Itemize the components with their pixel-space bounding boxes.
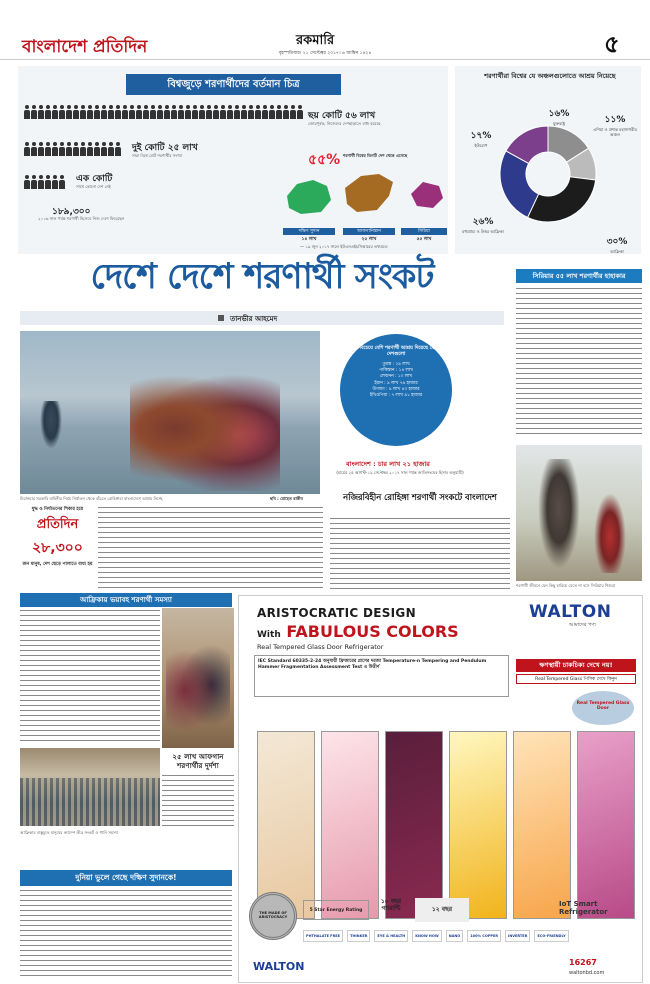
person-icon	[45, 175, 51, 189]
person-icon	[199, 105, 205, 119]
person-icon	[255, 105, 261, 119]
syria-header: সিরিয়ার ৫৫ লাখ শরণার্থীর হাহাকার	[516, 269, 642, 283]
warranty-12: ১২ বছর	[415, 898, 469, 922]
daily-box	[20, 507, 95, 589]
crowd	[20, 778, 160, 826]
donut-panel	[455, 66, 641, 254]
stat4-caption: ২০১৬ সাল পর্যন্ত শরণার্থী হিসেবে নিজ দেশে ফিরেছেন	[38, 216, 125, 221]
person-icon	[213, 105, 219, 119]
donut-label	[537, 106, 581, 126]
fridge-door-3[interactable]	[385, 731, 443, 919]
stat1-value: ছয় কোটি ৫৬ লাখ	[308, 111, 376, 121]
host-countries-circle	[340, 334, 452, 446]
donut-label-pct: ১১%	[604, 115, 626, 125]
infographic	[18, 66, 448, 254]
infographic-title: বিশ্বজুড়ে শরণার্থীদের বর্তমান চিত্র	[126, 74, 341, 95]
pct-caption: শরণার্থী বিশ্বের তিনটি দেশ থেকে এসেছে	[343, 153, 408, 158]
person-icon	[220, 105, 226, 119]
tempered-glass-seal: Real Tempered Glass Door	[572, 691, 634, 725]
byline-square	[218, 315, 224, 321]
donut-label-text: আফ্রিকা	[610, 249, 624, 254]
host-countries-list	[340, 362, 452, 399]
person-icon	[269, 105, 275, 119]
partner-logo: KNOW HOW	[412, 930, 441, 942]
stat2-caption: সারা বিশ্বে মোট শরণার্থীর সংখ্যা	[132, 153, 183, 158]
person-icon	[59, 175, 65, 189]
donut-label	[593, 112, 637, 137]
mother-figure	[538, 459, 580, 569]
person-icon	[115, 142, 121, 156]
africa-header: আফ্রিকায় ভয়াবহ শরণার্থী সমস্যা	[20, 593, 232, 607]
country-label	[283, 228, 335, 243]
person-icon	[24, 142, 30, 156]
africa-photo-caption: আফ্রিকার বাস্তুচ্যুত মানুষের ক্যাম্পে তীব্র সংকট ও পানি সমস্যা	[20, 830, 118, 835]
person-icon	[66, 142, 72, 156]
byline-bar	[20, 311, 504, 325]
person-icon	[73, 105, 79, 119]
person-icon	[31, 105, 37, 119]
person-icon	[122, 105, 128, 119]
ad-red-bar: ক্ষণস্থায়ী চাকচিক্য দেখে নয়!	[516, 659, 636, 672]
daily-box-value: ২৮,৩০০	[32, 539, 83, 556]
afghan-article-text	[162, 775, 234, 827]
donut-label-pct: ৩০%	[606, 237, 628, 247]
person-icon	[38, 142, 44, 156]
partner-logo: INVERTER	[505, 930, 530, 942]
donut-label	[461, 214, 505, 234]
person-icon	[262, 105, 268, 119]
country-name: দক্ষিণ সুদান	[283, 228, 335, 235]
south-sudan-map	[287, 180, 331, 214]
person-icon	[234, 105, 240, 119]
walton-logo: WALTON	[529, 602, 612, 622]
page-number: ৫	[604, 30, 620, 58]
infographic-source: — ১৯ জুন ২০১৭ সালে ইউএনএইচসিআরের তথ্যমতে	[300, 244, 388, 249]
fridge-door-6[interactable]	[577, 731, 635, 919]
host-country-row: ইরান : ৯ লাখ ৭৯ হাজার	[374, 380, 418, 386]
person-icon	[66, 105, 72, 119]
person-walking	[40, 401, 62, 449]
country-maps	[283, 166, 448, 226]
ad-line3: Real Tempered Glass Door Refrigerator	[257, 643, 384, 651]
person-icon	[87, 105, 93, 119]
person-icon	[80, 105, 86, 119]
donut-label	[595, 234, 639, 254]
person-icon	[24, 175, 30, 189]
walton-logo-sub: আমাদের পণ্য	[569, 622, 596, 628]
afghan-headline: ২৫ লাখ আফগান শরণার্থীর দুর্দশা	[172, 752, 224, 770]
person-icon	[38, 175, 44, 189]
person-icon	[143, 105, 149, 119]
person-icon	[87, 142, 93, 156]
people-row-1	[24, 104, 304, 123]
africa-article-text	[20, 610, 160, 745]
syria-photo	[516, 445, 642, 581]
person-icon	[241, 105, 247, 119]
syria-map	[411, 182, 443, 208]
fridge-door-5[interactable]	[513, 731, 571, 919]
hotline[interactable]: 16267	[569, 958, 597, 967]
partner-logo: 100% COPPER	[467, 930, 501, 942]
country-count: ২৫ লাখ	[361, 237, 377, 242]
person-icon	[290, 105, 296, 119]
fridge-door-4[interactable]	[449, 731, 507, 919]
country-label	[401, 228, 447, 243]
host-country-row: ইথিওপিয়া : ৭ লাখ ৯১ হাজার	[369, 393, 423, 399]
person-icon	[80, 142, 86, 156]
person-icon	[101, 105, 107, 119]
person-icon	[52, 175, 58, 189]
iec-box: IEC Standard 60335-2-24 অনুযায়ী ফ্রিজারের গ্লাসের দরজা Temperature-n Tempering and Pendulum Hammer Fragmentation Assessment Test এ উত্তীর্ণ	[254, 655, 509, 697]
country-count: ৫৫ লাখ	[416, 237, 432, 242]
fridge-door-2[interactable]	[321, 731, 379, 919]
partner-logo: NANO	[446, 930, 464, 942]
afghanistan-map	[345, 174, 393, 212]
person-icon	[31, 175, 37, 189]
person-icon	[136, 105, 142, 119]
person-icon	[178, 105, 184, 119]
donut-label-pct: ১৬%	[548, 109, 570, 119]
main-headline: দেশে দেশে শরণার্থী সংকট	[90, 256, 434, 297]
host-country-row: লেবানন : ১০ লাখ	[379, 374, 413, 380]
partner-logo: ECO-FRIENDLY	[534, 930, 568, 942]
women-figures	[166, 638, 230, 743]
person-icon	[248, 105, 254, 119]
person-icon	[59, 142, 65, 156]
iot-label: IoT Smart Refrigerator	[559, 900, 608, 916]
person-icon	[101, 142, 107, 156]
person-icon	[129, 105, 135, 119]
person-icon	[73, 142, 79, 156]
ad-line1: ARISTOCRATIC DESIGN	[257, 606, 416, 620]
main-article-text	[98, 507, 323, 590]
people-row-2	[24, 141, 124, 160]
person-icon	[24, 105, 30, 119]
byline: তানভীর আহমেদ	[230, 315, 278, 323]
partner-logo: EYE & HEALTH	[374, 930, 408, 942]
host-country-row: উগান্ডা : ৯ লাখ ৪০ হাজার	[372, 386, 420, 392]
partner-logo: PHTHALATE FREE	[303, 930, 343, 942]
sudan-article-text	[20, 890, 232, 980]
africa-people-photo	[162, 608, 234, 748]
bangladesh-note: (মার্চের ২৫ আগস্ট-১৯ সেপ্টেম্বর ২০১৭ সাল পর্যন্ত জাতিসংঘের হিসাব অনুযায়ী)	[336, 470, 464, 475]
warranty-badge: THE MADE OF ARISTOCRACY	[249, 892, 297, 940]
stat2-value: দুই কোটি ২৫ লাখ	[132, 143, 198, 153]
host-country-row: পাকিস্তান : ১৪ লাখ	[379, 368, 413, 374]
person-icon	[52, 105, 58, 119]
main-photo-credit: ছবি : রোহেত রাকীব	[270, 496, 303, 501]
donut-label-text: ইউরোপ	[474, 143, 488, 148]
person-icon	[276, 105, 282, 119]
country-name: আফগানিস্তান	[343, 228, 395, 235]
person-icon	[52, 142, 58, 156]
africa-camp-photo	[20, 748, 160, 826]
daily-box-caption: জন মানুষ, দেশ ছেড়ে পালাতে বাধ্য হয়	[22, 561, 93, 567]
ad-line2-prefix: With	[257, 630, 281, 640]
main-photo-caption: মিয়ানমার সরকারি বাহিনীর নির্মম নির্যাতন থেকে বাঁচতে রোহিঙ্গারা বাংলাদেশে আশ্রয় নিচ্ছে	[20, 496, 163, 501]
rohingya-article-text	[330, 518, 510, 590]
fridge-door-1[interactable]	[257, 731, 315, 919]
warranty-10: ১০ বছর গ্যারান্টি	[380, 898, 402, 912]
sudan-header: দুনিয়া ভুলে গেছে দক্ষিণ সুদানকে!	[20, 870, 232, 886]
person-icon	[150, 105, 156, 119]
person-icon	[108, 142, 114, 156]
bangladesh-line: বাংলাদেশ : চার লাখ ২১ হাজার	[346, 460, 430, 468]
center-logo: রকমারি	[296, 33, 335, 48]
donut-label-text: মধ্যপ্রাচ্য ও উত্তর আফ্রিকা	[462, 229, 504, 234]
person-icon	[192, 105, 198, 119]
person-icon	[45, 142, 51, 156]
masthead	[0, 0, 650, 60]
daily-box-big: প্রতিদিন	[36, 516, 79, 532]
person-icon	[227, 105, 233, 119]
person-icon	[94, 105, 100, 119]
child-figure	[594, 493, 626, 573]
rohingya-photo	[20, 331, 320, 494]
person-icon	[297, 105, 303, 119]
donut-labels	[455, 66, 641, 254]
stat1-caption: জোরপূর্বক, নিজেদের দেশছাড়াতে বাধ্য হয়েছে	[308, 121, 381, 126]
donut-label-text: এশিয়া ও প্রশান্ত মহাসাগরীয় অঞ্চল	[593, 127, 637, 137]
donut-label-text: যুক্তরাষ্ট্র	[552, 121, 566, 126]
person-icon	[185, 105, 191, 119]
energy-rating: 5 Star Energy Rating	[303, 900, 369, 920]
ad-line2	[257, 622, 459, 641]
person-icon	[115, 105, 121, 119]
donut-label-pct: ২৬%	[472, 217, 494, 227]
syria-article-text	[516, 288, 642, 438]
ad-sub-box: Real Tempered Glass পিসিক দেখে কিনুন	[516, 674, 636, 684]
donut-title: শরণার্থীরা বিশ্বের যে অঞ্চলগুলোতে আশ্রয় নিয়েছে	[484, 72, 616, 80]
person-icon	[94, 142, 100, 156]
rohingya-headline: নজিরবিহীন রোহিঙ্গা শরণার্থী সংকটে বাংলাদেশ	[343, 492, 497, 502]
host-countries-title: সবচেয়ে বেশি শরণার্থী আশ্রয় দিয়েছে যে দেশগুলো	[357, 346, 435, 357]
ad-line2-text: FABULOUS COLORS	[286, 622, 459, 641]
stat3-value: এক কোটি	[76, 174, 113, 184]
person-icon	[283, 105, 289, 119]
country-name: সিরিয়া	[401, 228, 447, 235]
person-icon	[171, 105, 177, 119]
people-row-3	[24, 174, 64, 193]
partner-logo: THINKER	[347, 930, 370, 942]
syria-photo-caption: শরণার্থী জীবনে যেন কিছু হারিয়ে যেতে না বসে সিরিয়ার শিশুরা	[516, 583, 616, 588]
person-icon	[31, 142, 37, 156]
website[interactable]: waltonbd.com	[569, 970, 605, 976]
person-icon	[206, 105, 212, 119]
stat3-caption: সাথে কোনো দেশ নেই	[76, 184, 111, 189]
walton-advertisement[interactable]	[238, 595, 643, 983]
person-icon	[157, 105, 163, 119]
person-icon	[59, 105, 65, 119]
country-count: ১৪ লাখ	[301, 237, 317, 242]
ad-bottom-logo: WALTON	[253, 960, 305, 973]
people-group	[130, 366, 280, 491]
pct-value: ৫৫%	[308, 152, 341, 168]
country-label	[343, 228, 395, 243]
host-country-row: তুরস্ক : ২৯ লাখ	[382, 362, 410, 367]
person-icon	[108, 105, 114, 119]
stat4-value: ১৮৯,৩০০	[52, 207, 91, 217]
person-icon	[164, 105, 170, 119]
daily-box-small: যুদ্ধ ও নির্যাতনের শিকার হয়ে	[31, 507, 84, 512]
newspaper-logo[interactable]: বাংলাদেশ প্রতিদিন	[22, 37, 148, 57]
issue-date: বৃহস্পতিবার। ২১ সেপ্টেম্বর ২০১৭। ৬ আশ্বিন ১৪২৪	[278, 51, 372, 56]
partner-logos	[303, 929, 638, 943]
donut-label-pct: ১৭%	[470, 131, 492, 141]
person-icon	[45, 105, 51, 119]
donut-label	[459, 128, 503, 148]
person-icon	[38, 105, 44, 119]
